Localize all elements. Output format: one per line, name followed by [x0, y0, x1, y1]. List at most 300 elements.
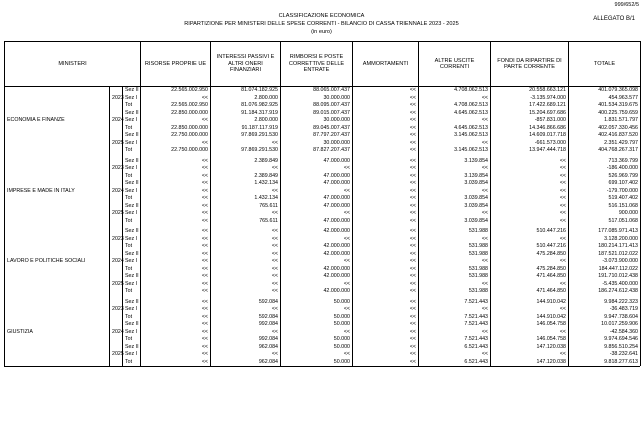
value-cell: << — [491, 203, 569, 211]
value-cell: << — [353, 87, 419, 95]
value-cell: 10.017.259.906 — [569, 321, 641, 329]
col-header-altre: ALTRE USCITE CORRENTI — [419, 42, 491, 87]
value-cell: << — [353, 251, 419, 259]
year-label: 2025 — [110, 344, 123, 367]
document-header — [0, 12, 643, 36]
value-cell: << — [419, 236, 491, 244]
value-cell: 89.045.007.437 — [281, 125, 353, 133]
value-cell: << — [211, 258, 281, 266]
value-cell: << — [211, 243, 281, 251]
value-cell: << — [141, 344, 211, 352]
value-cell: << — [353, 102, 419, 110]
sezione-label: Tot — [123, 359, 141, 367]
value-cell: 3.139.854 — [419, 173, 491, 181]
value-cell: 519.407.402 — [569, 195, 641, 203]
value-cell: << — [491, 258, 569, 266]
value-cell: << — [141, 180, 211, 188]
value-cell: << — [141, 95, 211, 103]
value-cell: << — [419, 329, 491, 337]
value-cell: << — [419, 281, 491, 289]
sezione-label: Sez I — [123, 140, 141, 148]
value-cell: 47.000.000 — [281, 195, 353, 203]
value-cell: 9.856.510.254 — [569, 344, 641, 352]
value-cell: 9.947.738.604 — [569, 314, 641, 322]
sezione-label: Tot — [123, 243, 141, 251]
col-header-ammortamenti: AMMORTAMENTI — [353, 42, 419, 87]
value-cell: << — [353, 336, 419, 344]
sezione-label: Sez II — [123, 203, 141, 211]
value-cell: << — [141, 243, 211, 251]
value-cell: 187.521.012.022 — [569, 251, 641, 259]
value-cell: 7.521.443 — [419, 321, 491, 329]
value-cell: 9.974.694.546 — [569, 336, 641, 344]
value-cell: 97.869.291.530 — [211, 132, 281, 140]
sezione-label: Sez I — [123, 188, 141, 196]
value-cell: 42.000.000 — [281, 228, 353, 236]
value-cell: 471.464.850 — [491, 288, 569, 296]
sezione-label: Sez II — [123, 180, 141, 188]
value-cell: << — [281, 210, 353, 218]
value-cell: 42.000.000 — [281, 273, 353, 281]
value-cell: << — [353, 203, 419, 211]
value-cell: << — [353, 180, 419, 188]
value-cell: 713.369.799 — [569, 158, 641, 166]
value-cell: 1.831.571.797 — [569, 117, 641, 125]
value-cell: << — [353, 288, 419, 296]
ministero-name: IMPRESE E MADE IN ITALY — [5, 158, 110, 226]
sezione-label: Tot — [123, 314, 141, 322]
col-header-totale: TOTALE — [569, 42, 641, 87]
value-cell: << — [211, 266, 281, 274]
sezione-label: Sez I — [123, 281, 141, 289]
value-cell: << — [491, 281, 569, 289]
value-cell: << — [141, 140, 211, 148]
sezione-label: Sez II — [123, 158, 141, 166]
value-cell: << — [353, 273, 419, 281]
value-cell: 14.609.017.718 — [491, 132, 569, 140]
value-cell: 592.084 — [211, 314, 281, 322]
value-cell: 9.984.222.323 — [569, 299, 641, 307]
value-cell: -3.135.974.000 — [491, 95, 569, 103]
value-cell: << — [211, 210, 281, 218]
year-label: 2023 — [110, 299, 123, 322]
value-cell: 4.708.062.513 — [419, 87, 491, 95]
value-cell: 962.084 — [211, 359, 281, 367]
page-id: 999/652/5 — [614, 2, 639, 8]
value-cell: 50.000 — [281, 344, 353, 352]
value-cell: << — [141, 188, 211, 196]
year-label: 2024 — [110, 110, 123, 133]
value-cell: 14.346.866.686 — [491, 125, 569, 133]
sezione-label: Sez I — [123, 117, 141, 125]
value-cell: 22.750.000.000 — [141, 147, 211, 155]
value-cell: 2.351.429.797 — [569, 140, 641, 148]
sezione-label: Tot — [123, 147, 141, 155]
value-cell: -857.831.000 — [491, 117, 569, 125]
value-cell: << — [491, 218, 569, 226]
table-bottom-border — [4, 366, 640, 367]
sezione-label: Sez II — [123, 132, 141, 140]
value-cell: << — [353, 243, 419, 251]
value-cell: << — [353, 158, 419, 166]
value-cell: << — [419, 117, 491, 125]
value-cell: << — [211, 140, 281, 148]
sezione-label: Tot — [123, 173, 141, 181]
value-cell: << — [281, 306, 353, 314]
value-cell: << — [141, 117, 211, 125]
table-row — [5, 158, 641, 166]
value-cell: 177.085.971.413 — [569, 228, 641, 236]
sezione-label: Tot — [123, 288, 141, 296]
value-cell: << — [141, 306, 211, 314]
sezione-label: Sez II — [123, 299, 141, 307]
value-cell: 7.521.443 — [419, 314, 491, 322]
value-cell: << — [141, 218, 211, 226]
sezione-label: Sez I — [123, 351, 141, 359]
sezione-label: Sez II — [123, 87, 141, 95]
value-cell: << — [141, 288, 211, 296]
value-cell: << — [281, 351, 353, 359]
value-cell: 471.464.850 — [491, 273, 569, 281]
value-cell: 22.850.000.000 — [141, 110, 211, 118]
value-cell: << — [419, 95, 491, 103]
value-cell: 17.422.689.121 — [491, 102, 569, 110]
value-cell: -38.232.641 — [569, 351, 641, 359]
value-cell: 6.521.443 — [419, 344, 491, 352]
value-cell: 699.107.402 — [569, 180, 641, 188]
value-cell: << — [211, 251, 281, 259]
value-cell: << — [281, 329, 353, 337]
value-cell: << — [491, 210, 569, 218]
value-cell: 47.000.000 — [281, 173, 353, 181]
value-cell: 20.558.663.121 — [491, 87, 569, 95]
value-cell: 22.565.002.950 — [141, 102, 211, 110]
value-cell: -36.483.719 — [569, 306, 641, 314]
value-cell: << — [491, 236, 569, 244]
value-cell: 146.054.758 — [491, 321, 569, 329]
allegato-label: ALLEGATO B/1 — [593, 16, 635, 22]
sezione-label: Sez II — [123, 321, 141, 329]
value-cell: 2.389.849 — [211, 158, 281, 166]
value-cell: 765.611 — [211, 203, 281, 211]
value-cell: 7.521.443 — [419, 336, 491, 344]
value-cell: 50.000 — [281, 314, 353, 322]
value-cell: 400.225.759.659 — [569, 110, 641, 118]
value-cell: 81.076.982.925 — [211, 102, 281, 110]
value-cell: 47.000.000 — [281, 180, 353, 188]
sezione-label: Tot — [123, 125, 141, 133]
value-cell: << — [141, 314, 211, 322]
year-label: 2025 — [110, 203, 123, 226]
value-cell: -5.435.400.000 — [569, 281, 641, 289]
value-cell: << — [141, 251, 211, 259]
value-cell: << — [141, 329, 211, 337]
sezione-label: Tot — [123, 336, 141, 344]
value-cell: << — [491, 173, 569, 181]
value-cell: 404.768.267.317 — [569, 147, 641, 155]
value-cell: << — [281, 258, 353, 266]
sezione-label: Sez II — [123, 251, 141, 259]
value-cell: << — [419, 140, 491, 148]
value-cell: 30.000.000 — [281, 117, 353, 125]
value-cell: 962.084 — [211, 344, 281, 352]
value-cell: << — [353, 140, 419, 148]
value-cell: -186.400.000 — [569, 165, 641, 173]
value-cell: 402.057.330.456 — [569, 125, 641, 133]
value-cell: 1.432.134 — [211, 195, 281, 203]
value-cell: 592.084 — [211, 299, 281, 307]
value-cell: << — [491, 306, 569, 314]
value-cell: << — [141, 203, 211, 211]
sezione-label: Tot — [123, 102, 141, 110]
value-cell: << — [353, 228, 419, 236]
value-cell: 4.645.062.513 — [419, 125, 491, 133]
col-header-ministeri: MINISTERI — [5, 42, 141, 87]
value-cell: << — [281, 165, 353, 173]
value-cell: << — [353, 359, 419, 367]
value-cell: -3.073.900.000 — [569, 258, 641, 266]
value-cell: 401.534.319.675 — [569, 102, 641, 110]
value-cell: << — [141, 299, 211, 307]
value-cell: 3.039.854 — [419, 180, 491, 188]
budget-table — [4, 41, 641, 366]
table-row — [5, 228, 641, 236]
value-cell: << — [419, 210, 491, 218]
value-cell: << — [141, 281, 211, 289]
value-cell: 510.447.216 — [491, 243, 569, 251]
value-cell: << — [419, 351, 491, 359]
value-cell: << — [353, 95, 419, 103]
sezione-label: Sez II — [123, 273, 141, 281]
value-cell: << — [141, 266, 211, 274]
value-cell: 147.120.038 — [491, 359, 569, 367]
col-header-fondi: FONDI DA RIPARTIRE DI PARTE CORRENTE — [491, 42, 569, 87]
value-cell: 180.214.171.413 — [569, 243, 641, 251]
value-cell: << — [353, 281, 419, 289]
value-cell: 3.145.062.513 — [419, 147, 491, 155]
value-cell: 526.969.799 — [569, 173, 641, 181]
value-cell: 531.988 — [419, 288, 491, 296]
value-cell: << — [353, 165, 419, 173]
value-cell: 3.139.854 — [419, 158, 491, 166]
value-cell: 15.204.697.686 — [491, 110, 569, 118]
value-cell: 91.187.117.919 — [211, 125, 281, 133]
value-cell: << — [353, 188, 419, 196]
value-cell: << — [211, 281, 281, 289]
value-cell: 517.051.068 — [569, 218, 641, 226]
value-cell: 900.000 — [569, 210, 641, 218]
value-cell: 475.284.850 — [491, 251, 569, 259]
value-cell: << — [353, 329, 419, 337]
value-cell: << — [419, 165, 491, 173]
sezione-label: Sez I — [123, 236, 141, 244]
value-cell: 765.611 — [211, 218, 281, 226]
sezione-label: Sez I — [123, 329, 141, 337]
value-cell: << — [353, 258, 419, 266]
value-cell: << — [141, 158, 211, 166]
value-cell: << — [281, 188, 353, 196]
value-cell: << — [211, 165, 281, 173]
value-cell: << — [141, 195, 211, 203]
value-cell: << — [141, 359, 211, 367]
value-cell: 30.000.000 — [281, 95, 353, 103]
value-cell: 531.988 — [419, 273, 491, 281]
value-cell: 47.000.000 — [281, 158, 353, 166]
header-subtitle: RIPARTIZIONE PER MINISTERI DELLE SPESE CORRENTI - BILANCIO DI CASSA TRIENNALE 2023 - 2025 — [184, 21, 459, 27]
value-cell: 9.818.277.613 — [569, 359, 641, 367]
value-cell: << — [353, 132, 419, 140]
value-cell: << — [211, 351, 281, 359]
value-cell: 91.184.317.919 — [211, 110, 281, 118]
value-cell: 2.800.000 — [211, 95, 281, 103]
value-cell: << — [491, 188, 569, 196]
value-cell: 7.521.443 — [419, 299, 491, 307]
value-cell: 89.015.007.437 — [281, 110, 353, 118]
sezione-label: Sez I — [123, 95, 141, 103]
value-cell: 88.065.007.437 — [281, 87, 353, 95]
value-cell: << — [491, 329, 569, 337]
year-label: 2023 — [110, 87, 123, 110]
value-cell: 2.389.849 — [211, 173, 281, 181]
value-cell: << — [211, 306, 281, 314]
year-label: 2025 — [110, 273, 123, 296]
value-cell: << — [491, 195, 569, 203]
value-cell: << — [353, 147, 419, 155]
value-cell: << — [141, 173, 211, 181]
value-cell: 50.000 — [281, 359, 353, 367]
value-cell: 22.850.000.000 — [141, 125, 211, 133]
col-header-interessi: INTERESSI PASSIVI E ALTRI ONERI FINANZIARI — [211, 42, 281, 87]
value-cell: << — [353, 344, 419, 352]
value-cell: << — [281, 281, 353, 289]
sezione-label: Sez II — [123, 228, 141, 236]
value-cell: 510.447.216 — [491, 228, 569, 236]
value-cell: << — [141, 210, 211, 218]
value-cell: 50.000 — [281, 321, 353, 329]
value-cell: << — [141, 258, 211, 266]
value-cell: << — [211, 273, 281, 281]
value-cell: 3.039.854 — [419, 195, 491, 203]
value-cell: << — [353, 236, 419, 244]
table-row — [5, 299, 641, 307]
value-cell: 4.645.062.513 — [419, 110, 491, 118]
year-label: 2024 — [110, 180, 123, 203]
value-cell: 516.151.068 — [569, 203, 641, 211]
value-cell: 402.416.837.520 — [569, 132, 641, 140]
table-header-row — [5, 42, 641, 87]
value-cell: << — [353, 173, 419, 181]
value-cell: 147.120.038 — [491, 344, 569, 352]
value-cell: 50.000 — [281, 336, 353, 344]
value-cell: 88.095.007.437 — [281, 102, 353, 110]
header-title: CLASSIFICAZIONE ECONOMICA — [278, 13, 365, 19]
col-header-risorse: RISORSE PROPRIE UE — [141, 42, 211, 87]
year-label: 2024 — [110, 321, 123, 344]
value-cell: << — [491, 351, 569, 359]
sezione-label: Sez I — [123, 306, 141, 314]
value-cell: -42.584.360 — [569, 329, 641, 337]
value-cell: << — [141, 336, 211, 344]
value-cell: 47.000.000 — [281, 203, 353, 211]
value-cell: << — [211, 288, 281, 296]
value-cell: 454.963.577 — [569, 95, 641, 103]
value-cell: << — [141, 228, 211, 236]
value-cell: 2.800.000 — [211, 117, 281, 125]
value-cell: 531.988 — [419, 228, 491, 236]
value-cell: 97.869.291.530 — [211, 147, 281, 155]
value-cell: << — [353, 125, 419, 133]
value-cell: 3.039.854 — [419, 218, 491, 226]
value-cell: 191.710.012.438 — [569, 273, 641, 281]
value-cell: << — [211, 329, 281, 337]
value-cell: 42.000.000 — [281, 288, 353, 296]
sezione-label: Sez I — [123, 258, 141, 266]
table-row — [5, 87, 641, 95]
value-cell: 475.284.850 — [491, 266, 569, 274]
value-cell: 13.947.444.718 — [491, 147, 569, 155]
ministero-name: LAVORO E POLITICHE SOCIALI — [5, 228, 110, 296]
year-label: 2024 — [110, 251, 123, 274]
value-cell: 50.000 — [281, 299, 353, 307]
year-label: 2023 — [110, 228, 123, 251]
col-header-rimborsi: RIMBORSI E POSTE CORRETTIVE DELLE ENTRATE — [281, 42, 353, 87]
value-cell: << — [141, 165, 211, 173]
value-cell: << — [211, 228, 281, 236]
value-cell: 1.432.134 — [211, 180, 281, 188]
value-cell: 87.827.207.437 — [281, 147, 353, 155]
value-cell: 144.910.042 — [491, 299, 569, 307]
ministero-name: GIUSTIZIA — [5, 299, 110, 367]
value-cell: << — [353, 314, 419, 322]
value-cell: << — [353, 110, 419, 118]
sezione-label: Sez I — [123, 210, 141, 218]
value-cell: 992.084 — [211, 336, 281, 344]
value-cell: 184.447.112.022 — [569, 266, 641, 274]
year-label: 2023 — [110, 158, 123, 181]
value-cell: 3.039.854 — [419, 203, 491, 211]
ministero-name: ECONOMIA E FINANZE — [5, 87, 110, 155]
header-unit: (in euro) — [311, 29, 332, 35]
value-cell: 3.145.062.513 — [419, 132, 491, 140]
value-cell: 531.988 — [419, 266, 491, 274]
value-cell: << — [353, 299, 419, 307]
value-cell: << — [211, 188, 281, 196]
value-cell: << — [281, 236, 353, 244]
value-cell: 992.084 — [211, 321, 281, 329]
sezione-label: Tot — [123, 266, 141, 274]
value-cell: << — [491, 165, 569, 173]
value-cell: -179.700.000 — [569, 188, 641, 196]
value-cell: 144.910.042 — [491, 314, 569, 322]
value-cell: 531.988 — [419, 243, 491, 251]
value-cell: << — [491, 158, 569, 166]
sezione-label: Tot — [123, 195, 141, 203]
value-cell: << — [419, 258, 491, 266]
value-cell: 401.079.365.098 — [569, 87, 641, 95]
value-cell: << — [141, 236, 211, 244]
sezione-label: Sez II — [123, 344, 141, 352]
value-cell: 3.128.200.000 — [569, 236, 641, 244]
value-cell: << — [353, 117, 419, 125]
value-cell: << — [353, 210, 419, 218]
value-cell: 47.000.000 — [281, 218, 353, 226]
sezione-label: Sez I — [123, 165, 141, 173]
sezione-label: Sez II — [123, 110, 141, 118]
value-cell: -661.573.000 — [491, 140, 569, 148]
value-cell: 30.000.000 — [281, 140, 353, 148]
value-cell: 6.521.443 — [419, 359, 491, 367]
value-cell: << — [353, 195, 419, 203]
